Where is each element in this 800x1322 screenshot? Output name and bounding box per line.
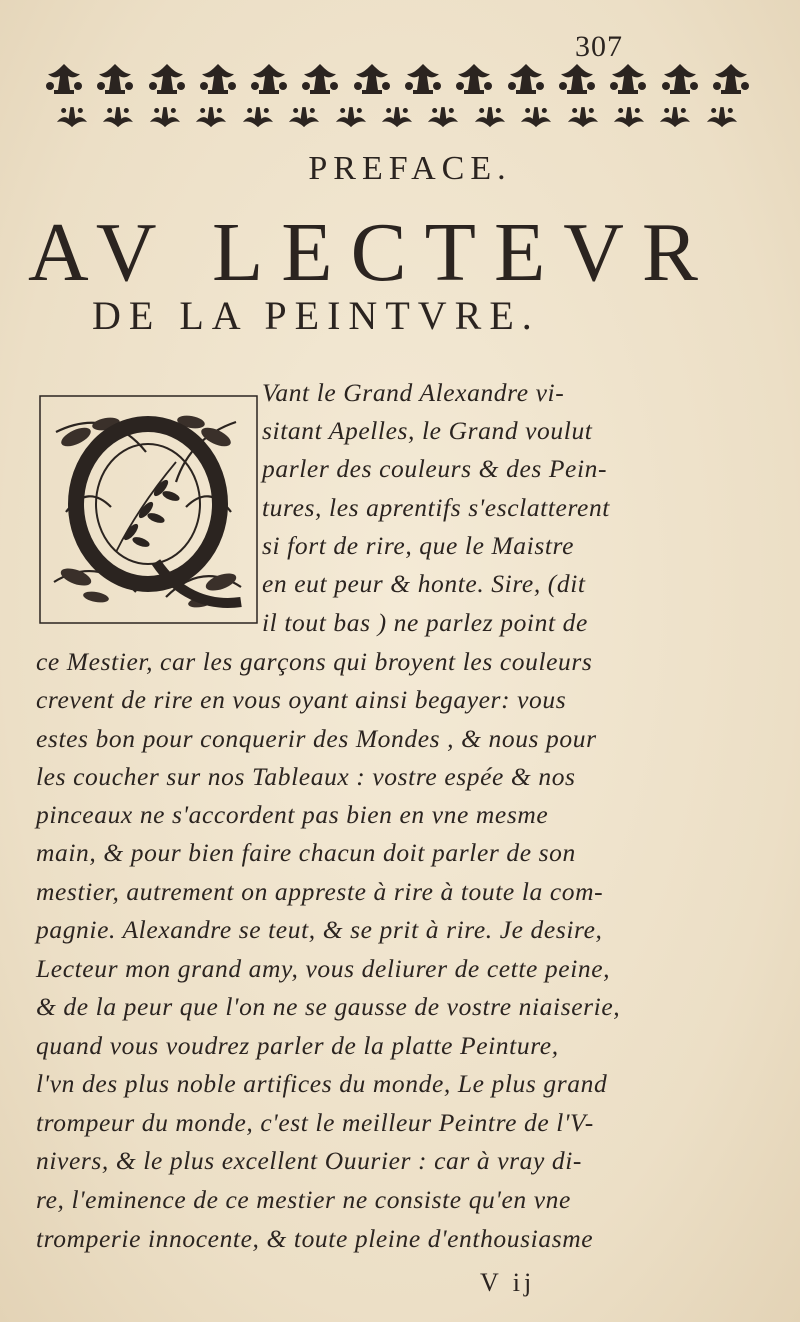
fleuron-icon [40, 60, 88, 98]
text-line: ce Mestier, car les garçons qui broyent les couleurs [36, 647, 593, 676]
text-line: sitant Apelles, le Grand voulut [262, 416, 593, 445]
fleuron-icon [52, 102, 92, 134]
fleuron-icon [516, 102, 556, 134]
fleuron-icon [470, 102, 510, 134]
text-line: pinceaux ne s'accordent pas bien en vne mesme [36, 800, 549, 829]
fleuron-icon [656, 60, 704, 98]
ornament-band-top [40, 58, 755, 100]
text-line: Vant le Grand Alexandre vi- [262, 378, 565, 407]
text-line: tures, les aprentifs s'esclatterent [262, 493, 610, 522]
text-line: main, & pour bien faire chacun doit parler de son [36, 838, 576, 867]
text-line: il tout bas ) ne parlez point de [262, 608, 588, 637]
signature-mark: V ij [480, 1268, 536, 1297]
fleuron-icon [553, 60, 601, 98]
fleuron-icon [91, 60, 139, 98]
fleuron-icon [143, 60, 191, 98]
fleuron-icon [296, 60, 344, 98]
page-number: 307 [575, 30, 623, 63]
fleuron-icon [655, 102, 695, 134]
text-line: parler des couleurs & des Pein- [262, 454, 608, 483]
dropcap-ornament-icon [36, 392, 261, 627]
text-line: trompeur du monde, c'est le meilleur Peintre de l'V- [36, 1108, 594, 1137]
fleuron-icon [702, 102, 742, 134]
fleuron-icon [245, 60, 293, 98]
text-line: mestier, autrement on appreste à rire à toute la com- [36, 877, 604, 906]
text-line: crevent de rire en vous oyant ainsi begayer: vous [36, 685, 567, 714]
fleuron-icon [450, 60, 498, 98]
preface-heading: PREFACE. [308, 150, 512, 187]
fleuron-icon [331, 102, 371, 134]
fleuron-icon [145, 102, 185, 134]
text-line: les coucher sur nos Tableaux : vostre espée & nos [36, 762, 576, 791]
fleuron-icon [348, 60, 396, 98]
fleuron-icon [284, 102, 324, 134]
decorated-initial-q [36, 392, 261, 627]
text-line: en eut peur & honte. Sire, (dit [262, 569, 586, 598]
fleuron-icon [502, 60, 550, 98]
fleuron-icon [377, 102, 417, 134]
fleuron-icon [194, 60, 242, 98]
text-line: & de la peur que l'on ne se gausse de vostre niaiserie, [36, 992, 621, 1021]
fleuron-icon [604, 60, 652, 98]
text-line: estes bon pour conquerir des Mondes , & nous pour [36, 724, 597, 753]
page-subtitle: DE LA PEINTVRE. [92, 293, 540, 338]
text-line: l'vn des plus noble artifices du monde, Le plus grand [36, 1069, 608, 1098]
fleuron-icon [191, 102, 231, 134]
text-line: nivers, & le plus excellent Ouurier : car à vray di- [36, 1146, 583, 1175]
fleuron-icon [399, 60, 447, 98]
ornament-band-bottom [52, 100, 742, 136]
fleuron-icon [238, 102, 278, 134]
text-line: tromperie innocente, & toute pleine d'enthousiasme [36, 1224, 594, 1253]
text-line: re, l'eminence de ce mestier ne consiste qu'en vne [36, 1185, 571, 1214]
fleuron-icon [609, 102, 649, 134]
text-line: pagnie. Alexandre se teut, & se prit à rire. Je desire, [36, 915, 603, 944]
fleuron-icon [98, 102, 138, 134]
text-line: Lecteur mon grand amy, vous deliurer de cette peine, [36, 954, 611, 983]
fleuron-icon [707, 60, 755, 98]
page-title: AV LECTEVR [28, 206, 716, 299]
text-line: quand vous voudrez parler de la platte Peinture, [36, 1031, 559, 1060]
text-line: si fort de rire, que le Maistre [262, 531, 575, 560]
fleuron-icon [563, 102, 603, 134]
fleuron-icon [423, 102, 463, 134]
